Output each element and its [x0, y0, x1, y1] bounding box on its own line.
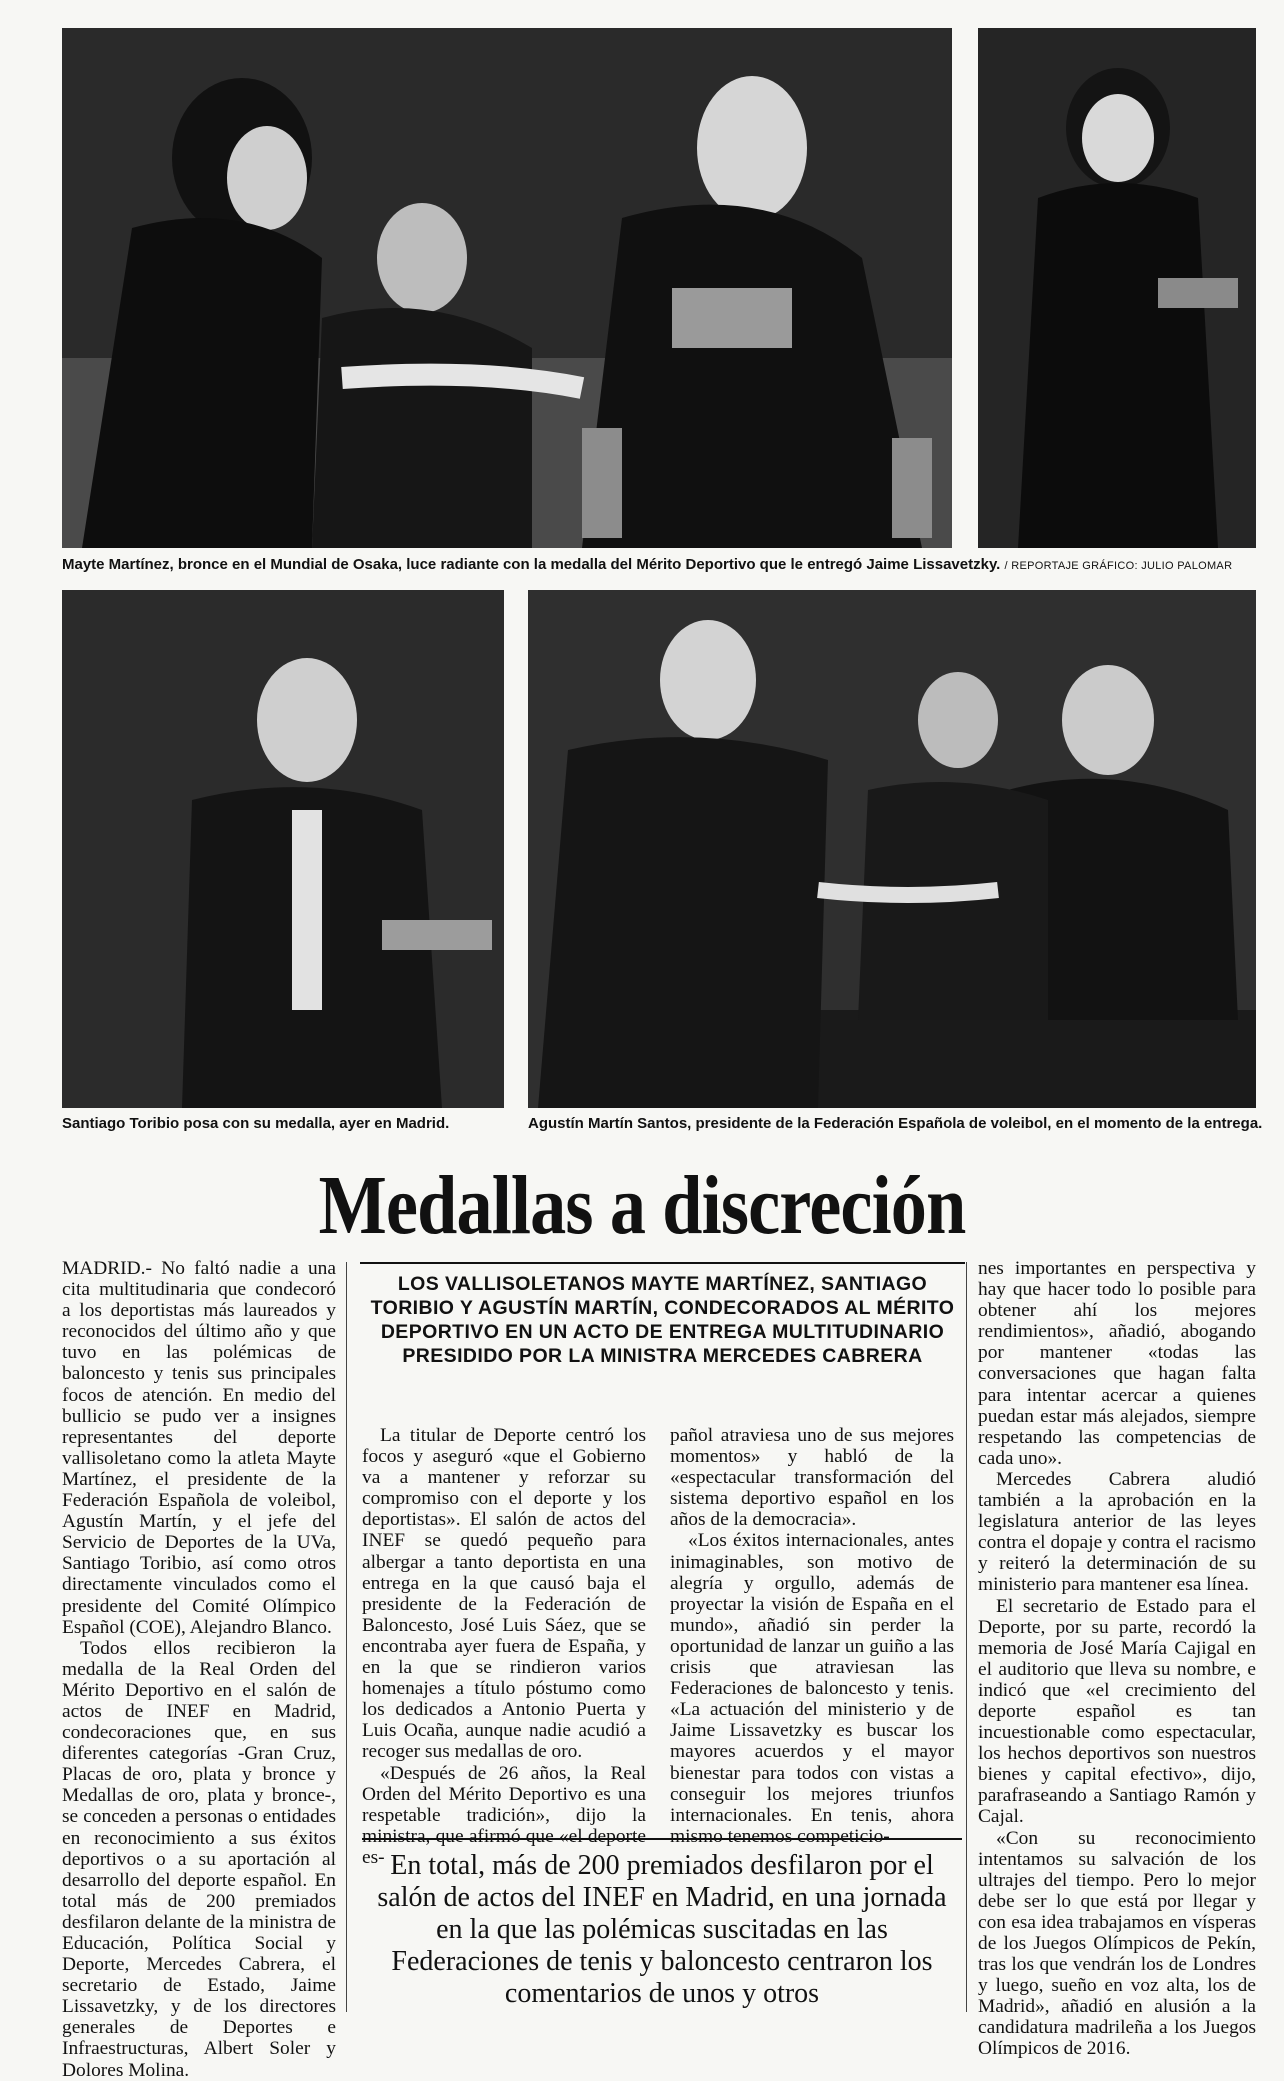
- caption-top-photo: [62, 556, 1232, 575]
- paragraph: «Con su reconocimiento intentamos su salvación de los ultrajes del tiempo. Pero lo mejor debe ser lo que está por llegar y con esa idea trabajamos en vísperas de los Juegos Olímpicos de Pekín, tras los que vendrán los de Londres y luego, sueño en voz alta, los de Madrid», añadió en alusión a la candidatura madrileña a los Juegos Olímpicos de 2016.: [978, 1827, 1256, 2060]
- paragraph: pañol atraviesa uno de sus mejores momentos» y habló de la «espectacular transformación del sistema deportivo español en los años de la democracia».: [670, 1425, 954, 1531]
- paragraph: nes importantes en perspectiva y hay que hacer todo lo posible para obtener ahí los mejores rendimientos», añadió, abogando por mantener «todas las conversaciones que hagan falta para intentar acercar a quienes puedan estar más alejados, siempre respetando las competencias de cada uno».: [978, 1258, 1256, 1469]
- article-column-2: [362, 1425, 646, 1868]
- paragraph: Todos ellos recibieron la medalla de la Real Orden del Mérito Deportivo en el salón de actos de INEF en Madrid, condecoraciones que, en sus diferentes categorías -Gran Cruz, Placas de oro, plata y bronce y Medallas de oro, plata y bronce-, se conceden a personas o entidades en reconocimiento a sus éxitos deportivos o a su aportación al desarrollo del deporte español. En total más de 200 premiados desfilaron delante de la ministra de Educación, Política Social y Deporte, Mercedes Cabrera, el secretario de Estado, Jaime Lissavetzky, y de los directores generales de Deportes e Infraestructuras, Albert Soler y Dolores Molina.: [62, 1637, 336, 2081]
- paragraph: No faltó nadie a una cita multitudinaria que condecoró a los deportistas más laureados y reconocidos del último año y que tuvo en las polémicas de baloncesto y tenis sus principales focos de atención. En medio del bullicio se pudo ver a insignes representantes del deporte vallisoletano como la atleta Mayte Martínez, el presidente de la Federación Española de voleibol, Agustín Martín, y el jefe del Servicio de Deportes de la UVa, Santiago Toribio, así como otros directamente vinculados como el presidente del Comité Olímpico Español (COE), Alejandro Blanco.: [62, 1258, 336, 1638]
- caption-top-text: Mayte Martínez, bronce en el Mundial de Osaka, luce radiante con la medalla del Mérito Deportivo que le entregó Jaime Lissavetzky.: [62, 556, 1001, 573]
- article-column-4: [978, 1258, 1256, 2060]
- article-column-1: [62, 1258, 336, 2081]
- column-rule: [966, 1262, 967, 2012]
- subheadline: LOS VALLISOLETANOS MAYTE MARTÍNEZ, SANTIAGO TORIBIO Y AGUSTÍN MARTÍN, CONDECORADOS AL MÉRITO DEPORTIVO EN UN ACTO DE ENTREGA MULTITUDINARIO PRESIDIDO POR LA MINISTRA MERCEDES CABRERA: [360, 1262, 965, 1368]
- paragraph: «Los éxitos internacionales, antes inimaginables, son motivo de alegría y orgullo, además de proyectar la visión de España en el mundo», añadió sin perder la oportunidad de lanzar un guiño a las crisis que atraviesan las Federaciones de baloncesto y tenis. «La actuación del ministerio y de Jaime Lissavetzky es buscar los mayores acuerdos y el mayor bienestar para todos con vistas a conseguir los mejores triunfos internacionales. En tenis, ahora mismo tenemos competicio-: [670, 1530, 954, 1847]
- article-column-3: [670, 1425, 954, 1847]
- photo-credit: / REPORTAJE GRÁFICO: JULIO PALOMAR: [1004, 560, 1233, 572]
- pull-quote: En total, más de 200 premiados desfilaron por el salón de actos del INEF en Madrid, en una jornada en la que las polémicas suscitadas en las Federaciones de tenis y baloncesto centraron los comentarios de unos y otros: [362, 1838, 962, 2010]
- dateline: MADRID.-: [62, 1258, 152, 1279]
- photo-santiago-toribio: [62, 590, 504, 1108]
- caption-toribio: Santiago Toribio posa con su medalla, ayer en Madrid.: [62, 1115, 450, 1132]
- photo-agustin-martin: [528, 590, 1256, 1108]
- photo-mayte-martinez: [978, 28, 1256, 548]
- paragraph: «Después de 26 años, la Real Orden del Mérito Deportivo es una respetable tradición», dijo la ministra, que afirmó que «el deporte es-: [362, 1762, 646, 1868]
- paragraph: La titular de Deporte centró los focos y aseguró «que el Gobierno va a mantener y reforzar su compromiso con el deporte y los deportistas». El salón de actos del INEF se quedó pequeño para albergar a tanto deportista en una entrega en la que causó baja el presidente de la Federación de Baloncesto, José Luis Sáez, que se encontraba ayer fuera de España, y en la que se rindieron varios homenajes a título póstumo como los dedicados a Antonio Puerta y Luis Ocaña, aunque nadie acudió a recoger sus medallas de oro.: [362, 1425, 646, 1763]
- paragraph: El secretario de Estado para el Deporte, por su parte, recordó la memoria de José María Cajigal en el auditorio que lleva su nombre, e indicó que «el crecimiento del deporte español es tan incuestionable como espectacular, los hechos deportivos son nuestros bienes y capital efectivo», dijo, parafraseando a Santiago Ramón y Cajal.: [978, 1595, 1256, 1828]
- photo-handshake-ceremony: [62, 28, 952, 548]
- headline: Medallas a discreción: [318, 1159, 966, 1252]
- paragraph: Mercedes Cabrera aludió también a la aprobación en la legislatura anterior de las leyes contra el dopaje y contra el racismo y reiteró la determinación de su ministerio para mantener esa línea.: [978, 1468, 1256, 1596]
- caption-agustin-martin: Agustín Martín Santos, presidente de la Federación Española de voleibol, en el momento de la entrega.: [528, 1115, 1263, 1132]
- column-rule: [346, 1262, 347, 2012]
